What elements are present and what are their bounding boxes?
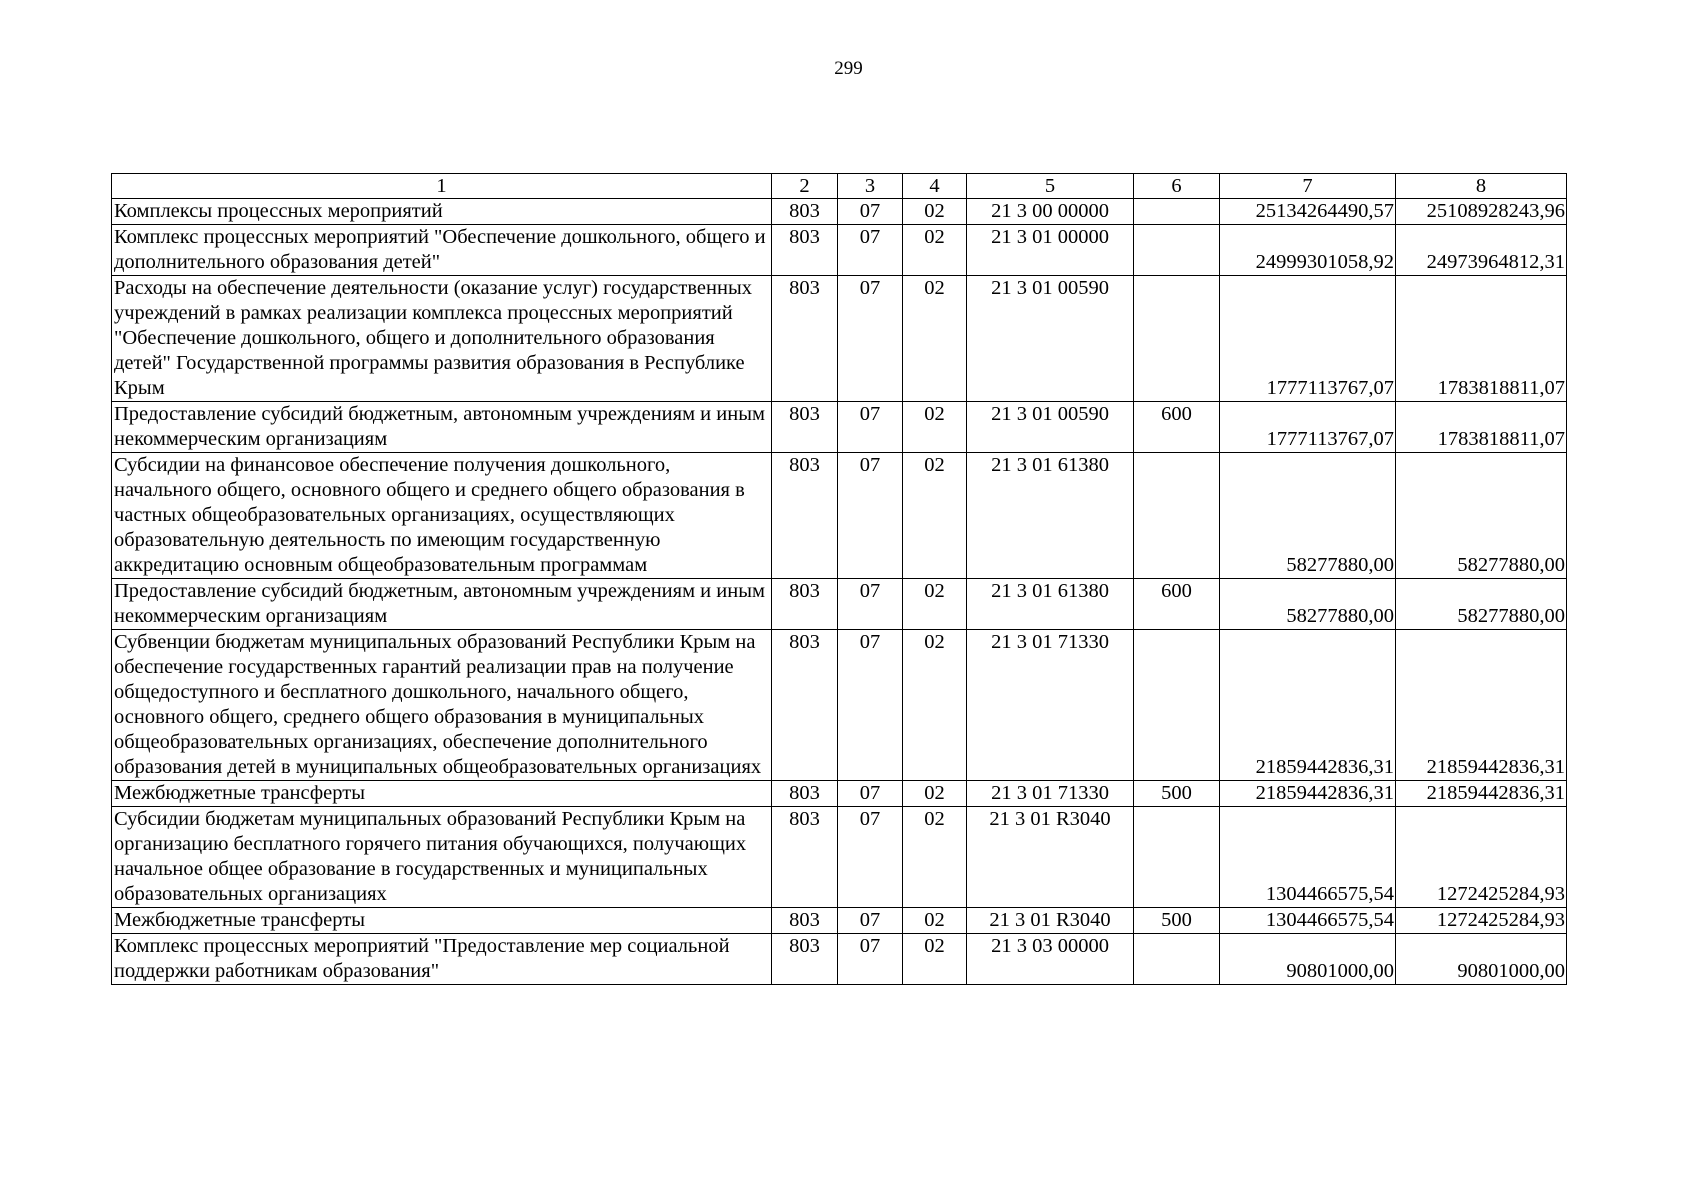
row-name: Комплексы процессных мероприятий [112,199,772,225]
row-name: Межбюджетные трансферты [112,908,772,934]
target-article-code: 21 3 01 R3040 [967,908,1134,934]
target-article-code: 21 3 03 00000 [967,934,1134,985]
ministry-code: 803 [772,807,838,908]
expense-type-code: 600 [1134,579,1220,630]
column-header: 2 [772,174,838,199]
section-code: 07 [838,453,903,579]
amount-col7: 1304466575,54 [1220,908,1396,934]
section-code: 07 [838,807,903,908]
amount-col7: 1777113767,07 [1220,402,1396,453]
amount-col8: 1783818811,07 [1396,402,1567,453]
amount-col7: 58277880,00 [1220,453,1396,579]
section-code: 07 [838,630,903,781]
row-name: Предоставление субсидий бюджетным, автономным учреждениям и иным некоммерческим организациям [112,579,772,630]
table-row [112,630,1567,781]
amount-col7: 21859442836,31 [1220,781,1396,807]
budget-table [111,173,1567,985]
expense-type-code: 500 [1134,781,1220,807]
subsection-code: 02 [903,579,967,630]
column-header: 8 [1396,174,1567,199]
amount-col7: 58277880,00 [1220,579,1396,630]
subsection-code: 02 [903,934,967,985]
row-name: Комплекс процессных мероприятий "Обеспечение дошкольного, общего и дополнительного образования детей" [112,225,772,276]
page-number: 299 [834,58,863,79]
expense-type-code [1134,934,1220,985]
subsection-code: 02 [903,453,967,579]
target-article-code: 21 3 01 61380 [967,579,1134,630]
subsection-code: 02 [903,225,967,276]
column-header: 5 [967,174,1134,199]
amount-col8: 21859442836,31 [1396,630,1567,781]
table-row [112,402,1567,453]
row-name: Расходы на обеспечение деятельности (оказание услуг) государственных учреждений в рамках реализации комплекса процессных мероприятий "Обеспечение дошкольного, общего и дополнительного образования детей" Государственной программы развития образования в Республике Крым [112,276,772,402]
table-row [112,934,1567,985]
amount-col8: 90801000,00 [1396,934,1567,985]
amount-col8: 1783818811,07 [1396,276,1567,402]
row-name: Комплекс процессных мероприятий "Предоставление мер социальной поддержки работникам образования" [112,934,772,985]
ministry-code: 803 [772,934,838,985]
section-code: 07 [838,908,903,934]
ministry-code: 803 [772,781,838,807]
section-code: 07 [838,199,903,225]
expense-type-code [1134,630,1220,781]
ministry-code: 803 [772,908,838,934]
table-row [112,225,1567,276]
target-article-code: 21 3 01 00590 [967,402,1134,453]
amount-col7: 90801000,00 [1220,934,1396,985]
expense-type-code [1134,276,1220,402]
subsection-code: 02 [903,781,967,807]
amount-col8: 21859442836,31 [1396,781,1567,807]
target-article-code: 21 3 01 71330 [967,781,1134,807]
row-name: Субвенции бюджетам муниципальных образований Республики Крым на обеспечение государственных гарантий реализации прав на получение общедоступного и бесплатного дошкольного, начального общего, основного общего, среднего общего образования в муниципальных общеобразовательных организациях, обеспечение дополнительного образования детей в муниципальных общеобразовательных организациях [112,630,772,781]
expense-type-code [1134,225,1220,276]
subsection-code: 02 [903,276,967,402]
table-row [112,781,1567,807]
column-header: 4 [903,174,967,199]
ministry-code: 803 [772,225,838,276]
table-row [112,453,1567,579]
expense-type-code: 600 [1134,402,1220,453]
column-header: 1 [112,174,772,199]
expense-type-code [1134,453,1220,579]
section-code: 07 [838,934,903,985]
amount-col7: 25134264490,57 [1220,199,1396,225]
column-header: 3 [838,174,903,199]
target-article-code: 21 3 01 00590 [967,276,1134,402]
target-article-code: 21 3 01 71330 [967,630,1134,781]
amount-col8: 1272425284,93 [1396,908,1567,934]
column-header: 6 [1134,174,1220,199]
table-row [112,199,1567,225]
row-name: Предоставление субсидий бюджетным, автономным учреждениям и иным некоммерческим организациям [112,402,772,453]
table-row [112,276,1567,402]
expense-type-code: 500 [1134,908,1220,934]
ministry-code: 803 [772,630,838,781]
ministry-code: 803 [772,199,838,225]
row-name: Субсидии бюджетам муниципальных образований Республики Крым на организацию бесплатного горячего питания обучающихся, получающих начальное общее образование в государственных и муниципальных образовательных организациях [112,807,772,908]
amount-col7: 1304466575,54 [1220,807,1396,908]
subsection-code: 02 [903,630,967,781]
table-row [112,807,1567,908]
amount-col8: 25108928243,96 [1396,199,1567,225]
section-code: 07 [838,276,903,402]
ministry-code: 803 [772,579,838,630]
amount-col7: 21859442836,31 [1220,630,1396,781]
target-article-code: 21 3 01 00000 [967,225,1134,276]
subsection-code: 02 [903,199,967,225]
section-code: 07 [838,225,903,276]
target-article-code: 21 3 00 00000 [967,199,1134,225]
ministry-code: 803 [772,402,838,453]
subsection-code: 02 [903,402,967,453]
expense-type-code [1134,199,1220,225]
section-code: 07 [838,579,903,630]
row-name: Межбюджетные трансферты [112,781,772,807]
amount-col8: 24973964812,31 [1396,225,1567,276]
row-name: Субсидии на финансовое обеспечение получения дошкольного, начального общего, основного общего и среднего общего образования в частных общеобразовательных организациях, осуществляющих образовательную деятельность по имеющим государственную аккредитацию основным общеобразовательным программам [112,453,772,579]
amount-col8: 1272425284,93 [1396,807,1567,908]
table-header-row [112,174,1567,199]
ministry-code: 803 [772,453,838,579]
target-article-code: 21 3 01 61380 [967,453,1134,579]
expense-type-code [1134,807,1220,908]
column-header: 7 [1220,174,1396,199]
subsection-code: 02 [903,908,967,934]
amount-col8: 58277880,00 [1396,453,1567,579]
amount-col8: 58277880,00 [1396,579,1567,630]
ministry-code: 803 [772,276,838,402]
target-article-code: 21 3 01 R3040 [967,807,1134,908]
amount-col7: 24999301058,92 [1220,225,1396,276]
table-row [112,908,1567,934]
table-row [112,579,1567,630]
subsection-code: 02 [903,807,967,908]
section-code: 07 [838,781,903,807]
section-code: 07 [838,402,903,453]
amount-col7: 1777113767,07 [1220,276,1396,402]
